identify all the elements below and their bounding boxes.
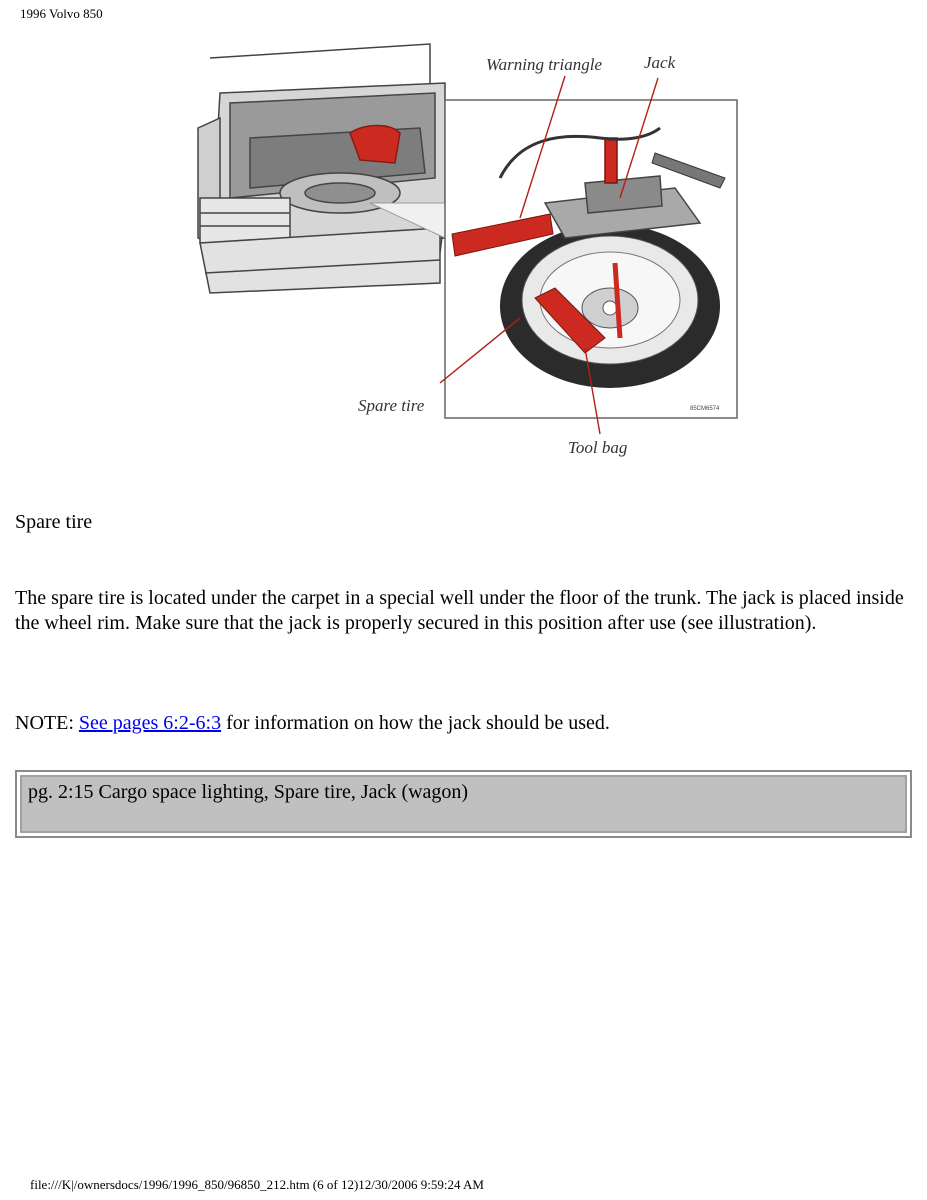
note-line <box>15 711 610 736</box>
note-suffix: for information on how the jack should be used. <box>221 712 610 734</box>
trunk-spare-tire-illustration <box>190 38 740 463</box>
page-reference-text: pg. 2:15 Cargo space lighting, Spare tire, Jack (wagon) <box>20 775 907 833</box>
page-reference-box <box>15 770 912 838</box>
label-tool-bag: Tool bag <box>568 438 628 457</box>
label-jack: Jack <box>644 53 676 72</box>
spare-tire-drawing <box>500 224 720 388</box>
section-title: Spare tire <box>15 511 93 533</box>
label-warning-triangle: Warning triangle <box>486 55 603 74</box>
note-prefix: NOTE: <box>15 712 79 734</box>
illustration-drawing <box>190 38 740 463</box>
document-footer: file:///K|/ownersdocs/1996/1996_850/96850_212.htm (6 of 12)12/30/2006 9:59:24 AM <box>30 1177 484 1192</box>
body-paragraph: The spare tire is located under the carpet in a special well under the floor of the trunk. The jack is placed inside the wheel rim. Make sure that the jack is properly secured in this position after use (see illustration). <box>15 587 904 634</box>
document-header: 1996 Volvo 850 <box>20 6 103 21</box>
car-trunk-drawing <box>198 44 445 293</box>
label-spare-tire: Spare tire <box>358 396 425 415</box>
figure-code: 85CM6574 <box>690 406 720 412</box>
see-pages-link[interactable]: See pages 6:2-6:3 <box>78 712 222 734</box>
